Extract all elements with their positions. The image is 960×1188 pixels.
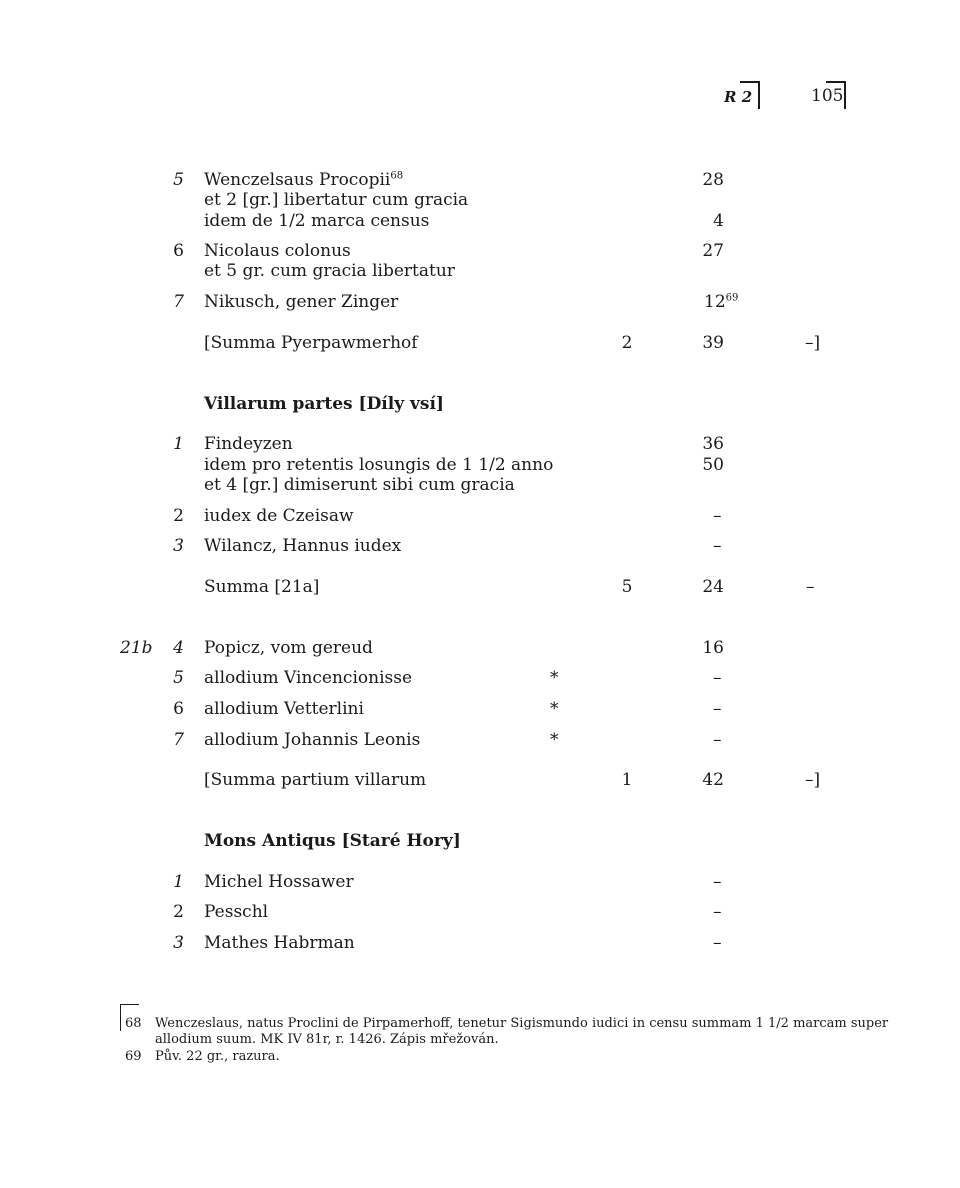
entry-name: Michel Hossawer [204,872,354,892]
entry-amount: 4 [713,211,724,231]
entry-amount: 28 [702,170,724,190]
asterisk-mark: * [550,668,559,688]
section-corner-mark [740,81,760,109]
entry-number: 7 [173,730,184,750]
entry-name: Nikusch, gener Zinger [204,292,399,312]
entry-amount: – [713,536,722,556]
summa-col3: –] [805,333,821,353]
entry-amount: – [713,506,722,526]
summa-col2: 24 [702,577,724,597]
entry-number: 3 [173,536,184,556]
entry-amount: 36 [702,434,724,454]
entry-amount: – [713,699,722,719]
entry-name: allodium Vetterlini [204,699,364,719]
summa-label: [Summa partium villarum [204,770,427,790]
entry-number: 1 [173,434,184,454]
entry-number: 6 [173,699,184,719]
entry-name: allodium Vincencionisse [204,668,413,688]
entry-name: Wilancz, Hannus iudex [204,536,402,556]
asterisk-mark: * [550,699,559,719]
summa-label: Summa [21a] [204,577,320,597]
entry-number: 5 [173,170,184,190]
summa-col2: 42 [702,770,724,790]
entry-amount: $12^{69}$ [704,292,739,312]
entry-line: et 4 [gr.] dimiserunt sibi cum gracia [204,475,515,495]
section-heading: Villarum partes [Díly vsí] [204,394,444,414]
entry-number: 3 [173,933,184,953]
entry-name: Mathes Habrman [204,933,355,953]
entry-number: 6 [173,241,184,261]
summa-col1: 1 [621,770,633,790]
footnote-text: Wenczeslaus, natus Proclini de Pirpamerhoff, tenetur Sigismundo iudici in censu summam 1 1/2 marcam super [155,1016,889,1031]
entry-line: idem pro retentis losungis de 1 1/2 anno [204,455,554,475]
entry-amount: 27 [702,241,724,261]
entry-amount: 16 [702,638,724,658]
entry-amount: – [713,902,722,922]
asterisk-mark: * [550,730,559,750]
entry-amount: – [713,668,722,688]
folio-marker: 21b [120,638,153,658]
footnote-ref[interactable]: 69 [725,292,739,304]
entry-amount: – [713,730,722,750]
entry-line: et 5 gr. cum gracia libertatur [204,261,455,281]
footnote-ref[interactable]: 68 [390,170,404,182]
entry-name: iudex de Czeisaw [204,506,354,526]
entry-name: Popicz, vom gereud [204,638,373,658]
entry-number: 1 [173,872,184,892]
entry-number: 5 [173,668,184,688]
entry-name: Findeyzen [204,434,293,454]
entry-number: 2 [173,506,184,526]
entry-name: Nicolaus colonus [204,241,351,261]
summa-col2: 39 [702,333,724,353]
page-number: 105 [811,86,844,106]
section-heading: Mons Antiqus [Staré Hory] [204,831,461,851]
entry-amount: 50 [702,455,724,475]
entry-number: 2 [173,902,184,922]
entry-number: 4 [173,638,184,658]
entry-number: 7 [173,292,184,312]
summa-col1: 2 [621,333,633,353]
entry-amount: – [713,872,722,892]
footnote-text: Pův. 22 gr., razura. [155,1049,280,1064]
entry-name: Wenczelsaus Procopii$^{68}$ [204,170,404,190]
summa-col3: – [806,577,815,597]
footnote-number: 69 [125,1049,142,1064]
summa-col3: –] [805,770,821,790]
entry-amount: – [713,933,722,953]
entry-line: et 2 [gr.] libertatur cum gracia [204,190,469,210]
summa-col1: 5 [621,577,633,597]
footnote-text: allodium suum. MK IV 81r, r. 1426. Zápis mřežován. [155,1032,499,1047]
entry-name: allodium Johannis Leonis [204,730,421,750]
section-mark: R 2 [724,88,753,106]
entry-name: Pesschl [204,902,269,922]
summa-label: [Summa Pyerpawmerhof [204,333,418,353]
footnote-number: 68 [125,1016,142,1031]
entry-line: idem de 1/2 marca census [204,211,430,231]
page-corner-mark [826,81,846,109]
